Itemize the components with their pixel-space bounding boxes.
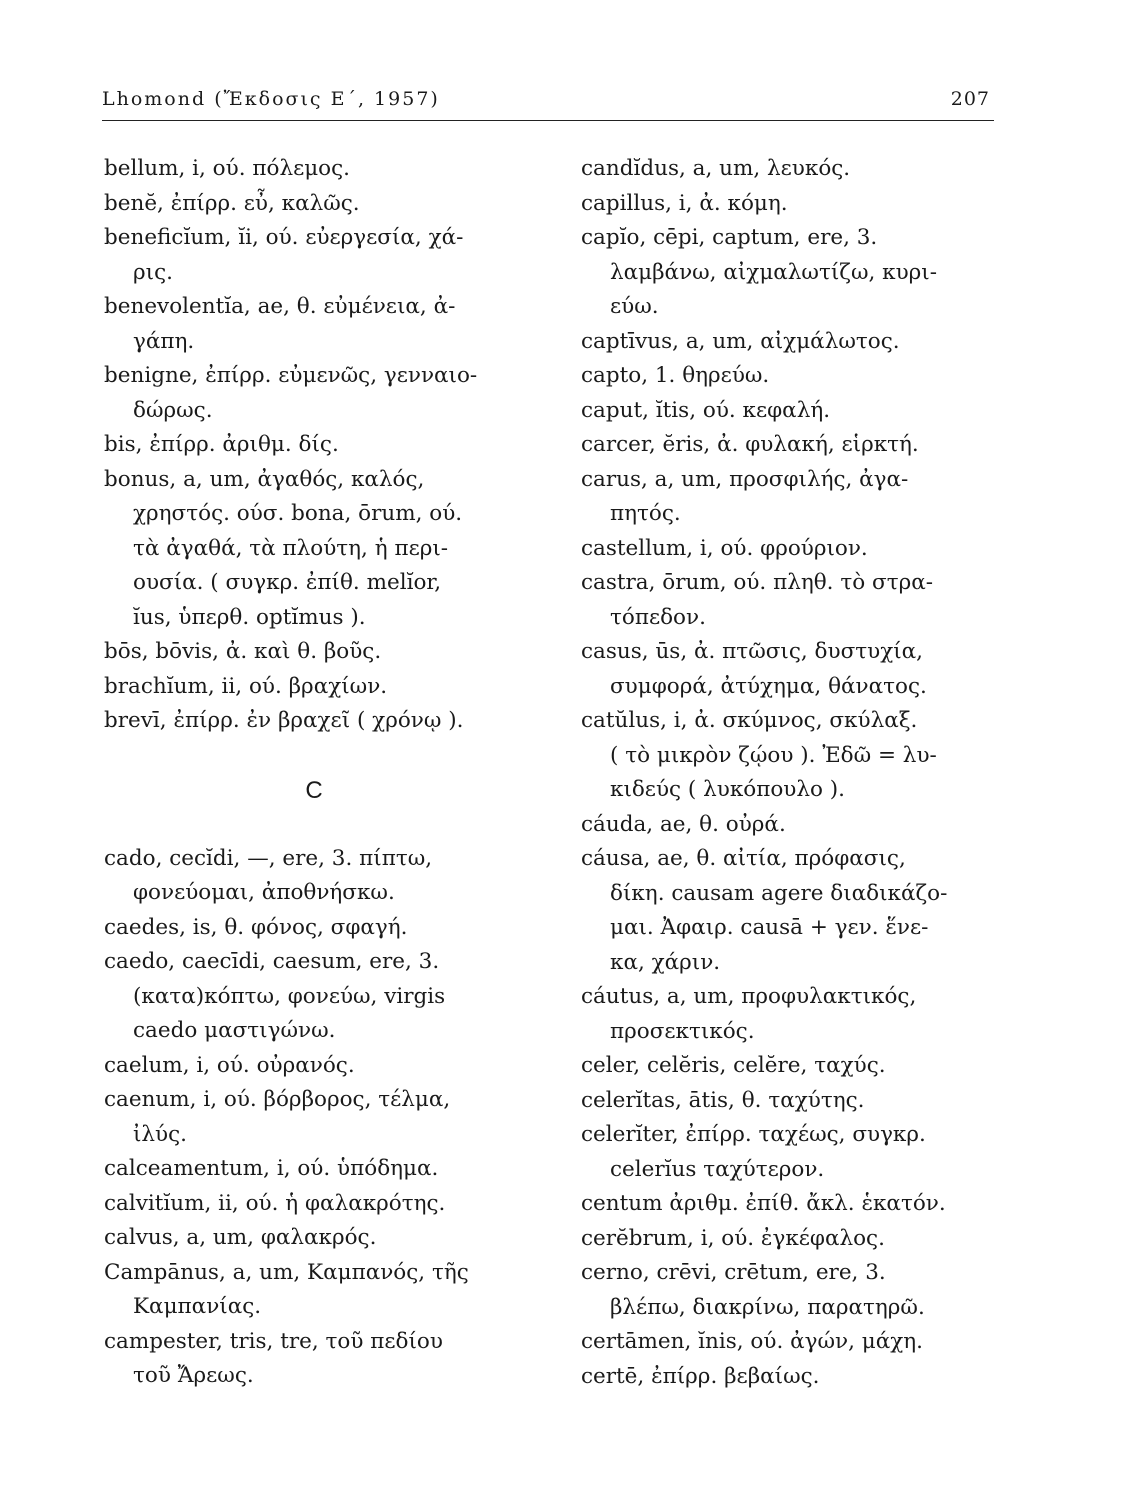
right-column <box>581 152 1021 1394</box>
dictionary-entry <box>581 428 1021 463</box>
entry-headword-line: certē, ἐπίρρ. βεβαίως. <box>581 1363 820 1389</box>
entry-headword-line: capĭo, cēpi, captum, ere, 3. <box>581 225 878 250</box>
entry-headword-line: bis, ἐπίρρ. ἀριθμ. δίς. <box>104 432 339 457</box>
entry-continuation-line: ἰλύς. <box>133 1121 188 1147</box>
entry-continuation-line: caedo μαστιγώνω. <box>133 1018 336 1043</box>
entry-headword-line: cáuda, ae, θ. οὐρά. <box>581 811 786 837</box>
dictionary-entry <box>581 566 1021 635</box>
entry-continuation-line: τοῦ Ἄρεως. <box>133 1363 254 1388</box>
right-entries <box>581 152 1021 1394</box>
dictionary-entry <box>104 1049 544 1084</box>
dictionary-entry <box>581 980 1021 1049</box>
entry-headword-line: castellum, i, ού. φρούριον. <box>581 535 868 561</box>
entry-continuation-line: ĭus, ὑπερθ. optĭmus ). <box>133 604 366 630</box>
dictionary-entry <box>104 359 544 428</box>
dictionary-entry <box>104 1221 544 1256</box>
entry-headword-line: cáutus, a, um, προφυλακτικός, <box>581 984 917 1009</box>
dictionary-entry <box>104 1083 544 1152</box>
dictionary-entry <box>581 1187 1021 1222</box>
entry-continuation-line: ρις. <box>133 259 173 285</box>
entry-continuation-line: προσεκτικός. <box>610 1018 755 1044</box>
dictionary-entry <box>581 1084 1021 1119</box>
entry-headword-line: campester, tris, tre, τοῦ πεδίου <box>104 1328 443 1354</box>
entry-headword-line: carus, a, um, προσφιλής, ἀγα- <box>581 466 909 492</box>
entry-continuation-line: δώρως. <box>133 397 213 423</box>
dictionary-entry <box>581 1049 1021 1084</box>
entry-headword-line: celer, celĕris, celĕre, ταχύς. <box>581 1053 886 1078</box>
entry-headword-line: calvus, a, um, φαλακρός. <box>104 1225 377 1250</box>
entry-continuation-line: μαι. Ἀφαιρ. causā + γεν. ἕνε- <box>610 915 929 940</box>
dictionary-entry <box>104 842 544 911</box>
dictionary-entry <box>104 463 544 636</box>
dictionary-entry <box>104 1152 544 1187</box>
entry-headword-line: cerno, crēvi, crētum, ere, 3. <box>581 1260 886 1285</box>
entry-headword-line: beneficĭum, ĭi, ού. εὐεργεσία, χά- <box>104 225 464 250</box>
entry-continuation-line: ( τὸ μικρὸν ζῴου ). Ἐδῶ = λυ- <box>610 742 937 768</box>
entry-headword-line: caedo, caecīdi, caesum, ere, 3. <box>104 949 440 974</box>
entry-continuation-line: (κατα)κόπτω, φονεύω, virgis <box>133 983 446 1009</box>
entry-headword-line: cáusa, ae, θ. αἰτία, πρόφασις, <box>581 846 906 871</box>
entry-continuation-line: γάπη. <box>133 328 195 354</box>
page-header <box>102 84 994 121</box>
entry-headword-line: catŭlus, i, ἀ. σκύμνος, σκύλαξ. <box>581 708 918 733</box>
entry-headword-line: bellum, i, ού. πόλεμος. <box>104 156 351 181</box>
entry-continuation-line: celerĭus ταχύτερον. <box>610 1156 825 1182</box>
entry-continuation-line: τόπεδον. <box>610 604 706 630</box>
page-number: 207 <box>950 88 990 110</box>
entry-headword-line: benevolentĭa, ae, θ. εὐμένεια, ἀ- <box>104 294 456 319</box>
entry-headword-line: caelum, i, ού. οὐρανός. <box>104 1052 355 1078</box>
entry-headword-line: capillus, i, ἀ. κόμη. <box>581 190 788 216</box>
dictionary-entry <box>581 221 1021 325</box>
dictionary-entry <box>581 1222 1021 1257</box>
entry-headword-line: benigne, ἐπίρρ. εὐμενῶς, γενναιο- <box>104 363 478 388</box>
left-column <box>104 152 544 1394</box>
entry-headword-line: certāmen, ĭnis, ού. ἀγών, μάχη. <box>581 1329 923 1354</box>
entry-headword-line: centum ἀριθμ. ἐπίθ. ἄκλ. ἑκατόν. <box>581 1191 946 1216</box>
dictionary-entry <box>104 945 544 1049</box>
entry-headword-line: calceamentum, i, ού. ὑπόδημα. <box>104 1156 439 1181</box>
dictionary-entry <box>581 1118 1021 1187</box>
dictionary-entry <box>581 187 1021 222</box>
left-entries-c <box>104 842 544 1394</box>
dictionary-entry <box>581 532 1021 567</box>
entry-headword-line: caput, ĭtis, ού. κεφαλή. <box>581 397 831 423</box>
entry-headword-line: brachĭum, ii, ού. βραχίων. <box>104 673 388 699</box>
dictionary-entry <box>581 463 1021 532</box>
dictionary-entry <box>104 428 544 463</box>
entry-continuation-line: ουσία. ( συγκρ. ἐπίθ. melĭor, <box>133 570 442 595</box>
dictionary-entry <box>104 187 544 222</box>
entry-continuation-line: χρηστός. ούσ. bona, ōrum, ού. <box>133 501 463 526</box>
entry-headword-line: candĭdus, a, um, λευκός. <box>581 156 851 181</box>
entry-continuation-line: δίκη. causam agere διαδικάζο- <box>610 880 948 906</box>
dictionary-entry <box>104 152 544 187</box>
dictionary-entry <box>104 1256 544 1325</box>
dictionary-entry <box>581 842 1021 980</box>
section-letter: C <box>305 776 323 804</box>
entry-headword-line: calvitĭum, ii, ού. ἡ φαλακρότης. <box>104 1190 446 1216</box>
entry-headword-line: celerĭtas, ātis, θ. ταχύτης. <box>581 1087 865 1113</box>
running-title: Lhomond (Ἔκδοσις Ε΄, 1957) <box>102 88 440 110</box>
entry-headword-line: celerĭter, ἐπίρρ. ταχέως, συγκρ. <box>581 1122 926 1147</box>
entry-headword-line: cado, cecĭdi, —, ere, 3. πίπτω, <box>104 845 433 871</box>
dictionary-entry <box>104 1325 544 1394</box>
entry-continuation-line: συμφορά, ἀτύχημα, θάνατος. <box>610 673 927 699</box>
entry-headword-line: caenum, i, ού. βόρβορος, τέλμα, <box>104 1087 451 1112</box>
entry-continuation-line: κιδεύς ( λυκόπουλο ). <box>610 777 845 802</box>
entry-headword-line: bonus, a, um, ἀγαθός, καλός, <box>104 466 425 492</box>
dictionary-entry <box>104 221 544 290</box>
dictionary-entry <box>581 704 1021 808</box>
dictionary-entry <box>581 325 1021 360</box>
dictionary-entry <box>104 911 544 946</box>
entry-continuation-line: πητός. <box>610 501 681 526</box>
entry-continuation-line: τὰ ἀγαθά, τὰ πλούτη, ἡ περι- <box>133 535 449 561</box>
entry-headword-line: cerĕbrum, i, ού. ἐγκέφαλος. <box>581 1225 885 1251</box>
entry-headword-line: bōs, bōvis, ἀ. καὶ θ. βοῦς. <box>104 639 382 664</box>
dictionary-entry <box>581 635 1021 704</box>
entry-headword-line: caedes, is, θ. φόνος, σφαγή. <box>104 914 408 940</box>
dictionary-entry <box>104 1187 544 1222</box>
entry-continuation-line: εύω. <box>610 294 659 319</box>
entry-headword-line: brevī, ἐπίρρ. ἐν βραχεῖ ( χρόνῳ ). <box>104 708 464 733</box>
dictionary-entry <box>104 670 544 705</box>
entry-headword-line: capto, 1. θηρεύω. <box>581 363 770 388</box>
entry-continuation-line: βλέπω, διακρίνω, παρατηρῶ. <box>610 1294 925 1320</box>
entry-continuation-line: λαμβάνω, αἰχμαλωτίζω, κυρι- <box>610 259 937 285</box>
dictionary-entry <box>581 808 1021 843</box>
entry-headword-line: carcer, ĕris, ἀ. φυλακή, εἱρκτή. <box>581 432 919 457</box>
left-entries-b <box>104 152 544 739</box>
dictionary-entry <box>581 1256 1021 1325</box>
entry-headword-line: casus, ūs, ἀ. πτῶσις, δυστυχία, <box>581 639 924 664</box>
entry-headword-line: captīvus, a, um, αἰχμάλωτος. <box>581 328 900 354</box>
dictionary-entry <box>581 1360 1021 1395</box>
entry-headword-line: benĕ, ἐπίρρ. εὖ, καλῶς. <box>104 190 360 216</box>
dictionary-entry <box>581 359 1021 394</box>
entry-headword-line: Campānus, a, um, Καμπανός, τῆς <box>104 1259 469 1285</box>
dictionary-entry <box>581 394 1021 429</box>
entry-continuation-line: κα, χάριν. <box>610 949 721 975</box>
dictionary-entry <box>581 152 1021 187</box>
dictionary-entry <box>104 290 544 359</box>
dictionary-entry <box>104 704 544 739</box>
entry-headword-line: castra, ōrum, ού. πληθ. τὸ στρα- <box>581 570 934 595</box>
entry-continuation-line: φονεύομαι, ἀποθνήσκω. <box>133 880 395 905</box>
dictionary-entry <box>581 1325 1021 1360</box>
entry-continuation-line: Καμπανίας. <box>133 1294 262 1319</box>
dictionary-entry <box>104 635 544 670</box>
